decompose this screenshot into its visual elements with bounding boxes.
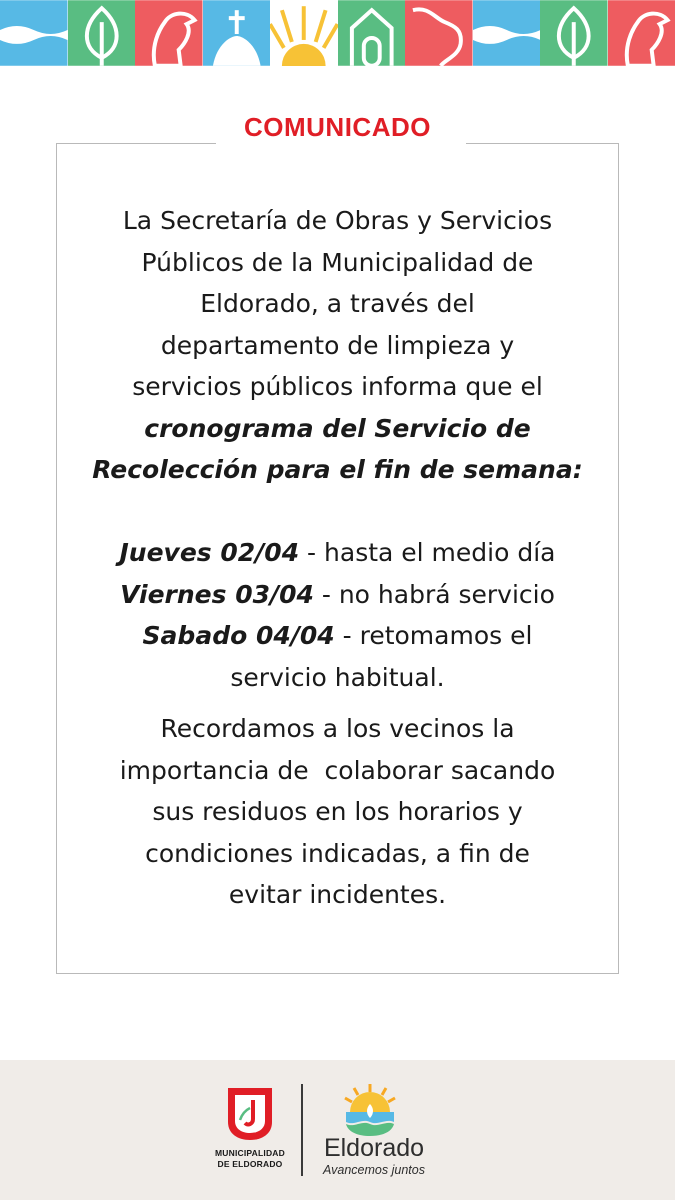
waves-icon — [0, 0, 68, 66]
schedule-text: - no habrá servicio — [313, 579, 555, 609]
intro-line: Públicos de la Municipalidad de — [141, 247, 534, 277]
reminder-line: Recordamos a los vecinos la — [160, 714, 515, 743]
footer — [0, 1060, 675, 1200]
church-icon — [203, 0, 271, 66]
sun-landscape-icon — [340, 1082, 400, 1136]
shield-icon — [226, 1086, 274, 1142]
profile-icon — [608, 0, 675, 66]
brand-tagline: Avancemos juntos — [323, 1163, 425, 1177]
reminder-line: sus residuos en los horarios y — [152, 797, 523, 826]
map-icon — [405, 0, 473, 66]
municipality-name — [212, 1148, 288, 1170]
announcement-body — [60, 200, 615, 916]
spacer — [60, 491, 615, 533]
page-title-text: COMUNICADO — [234, 112, 441, 142]
leaf-icon — [540, 0, 608, 66]
schedule-item-continued: servicio habitual. — [230, 662, 445, 692]
brand-name: Eldorado — [323, 1134, 425, 1162]
schedule-text: - hasta el medio día — [299, 538, 556, 567]
schedule-day: Jueves 02/04 — [119, 538, 300, 567]
reminder-paragraph — [60, 708, 615, 916]
intro-emphasis: Recolección para el fin de semana: — [92, 455, 583, 484]
reminder-line: importancia de colaborar sacando — [119, 755, 556, 785]
reminder-line: evitar incidentes. — [228, 880, 447, 909]
leaf-icon — [68, 0, 136, 66]
schedule-item — [60, 532, 615, 574]
intro-line: departamento de limpieza y — [160, 330, 515, 360]
schedule-item — [60, 574, 615, 616]
page-title — [0, 112, 675, 143]
schedule-day: Sabado 04/04 — [142, 621, 335, 650]
waves-icon — [473, 0, 541, 66]
intro-emphasis: cronograma del Servicio de — [144, 413, 531, 443]
header-banner — [0, 0, 675, 66]
footer-divider — [301, 1084, 303, 1176]
municipality-line: DE ELDORADO — [217, 1159, 283, 1169]
schedule-text: - retomamos el — [334, 621, 533, 650]
reminder-line: condiciones indicadas, a fin de — [145, 838, 530, 868]
chapel-icon — [338, 0, 406, 66]
intro-line: La Secretaría de Obras y Servicios — [122, 206, 553, 235]
municipality-line: MUNICIPALIDAD — [215, 1148, 285, 1158]
intro-line: servicios públicos informa que el — [132, 372, 543, 401]
intro-line: Eldorado, a través del — [200, 289, 475, 318]
sun-icon — [270, 0, 338, 66]
schedule-day: Viernes 03/04 — [120, 579, 314, 609]
profile-icon — [135, 0, 203, 66]
schedule-item — [60, 615, 615, 657]
